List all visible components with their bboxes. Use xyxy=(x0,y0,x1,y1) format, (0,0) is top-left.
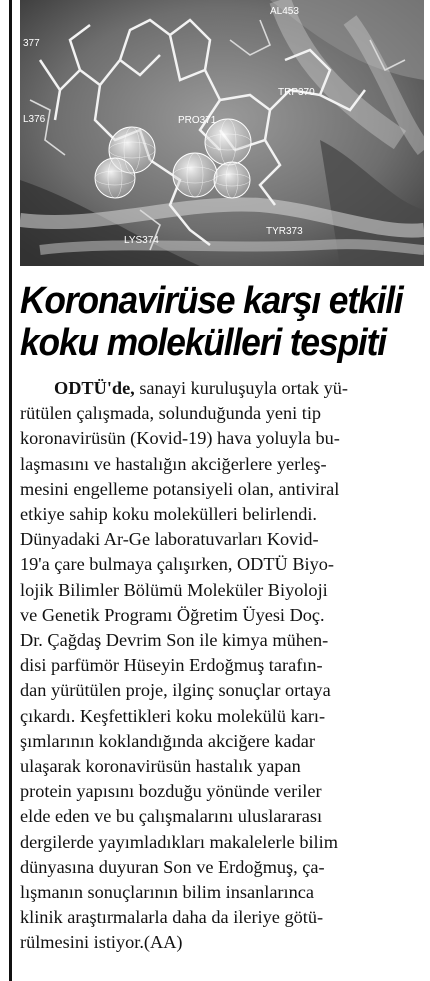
article-line: dergilerde yayımladıkları makalelerle bilim xyxy=(20,831,338,852)
article-line: dünyasına duyuran Son ve Erdoğmuş, ça- xyxy=(20,856,325,877)
article-body xyxy=(20,376,424,956)
article-line: ulaşarak koronavirüsün hastalık yapan xyxy=(20,756,301,777)
residue-label: LYS374 xyxy=(124,235,159,246)
article-line: Dünyadaki Ar-Ge laboratuvarları Kovid- xyxy=(20,529,319,550)
article-line: disi parfümör Hüseyin Erdoğmuş tarafın- xyxy=(20,655,323,676)
residue-label: TYR373 xyxy=(266,226,303,237)
article-line: mesini engelleme potansiyeli olan, antiviral xyxy=(20,478,340,499)
article-line: rülmesini istiyor.(AA) xyxy=(20,932,183,953)
article-line: koronavirüsün (Kovid-19) hava yoluyla bu- xyxy=(20,428,340,449)
article-line: Dr. Çağdaş Devrim Son ile kimya mühen- xyxy=(20,630,329,651)
article-line: ve Genetik Programı Öğretim Üyesi Doç. xyxy=(20,604,325,625)
article-lead: ODTÜ'de, xyxy=(54,378,135,398)
article-line: şımlarının koklandığında akciğere kadar xyxy=(20,730,315,751)
article-line: rütülen çalışmada, solunduğunda yeni tip xyxy=(20,403,322,424)
article-line: ODTÜ'de, sanayi kuruluşuyla ortak yü- xyxy=(54,378,348,398)
headline-line: koku molekülleri tespiti xyxy=(20,322,386,364)
article-line: protein yapısını bozduğu yönünde veriler xyxy=(20,781,322,802)
article-line: lışmanın sonuçlarının bilim insanlarınca xyxy=(20,882,314,903)
article-line: etkiye sahip koku molekülleri belirlendi. xyxy=(20,504,317,525)
column-rule xyxy=(9,0,12,981)
article-line: lojik Bilimler Bölümü Moleküler Biyoloji xyxy=(20,579,328,600)
residue-label: AL453 xyxy=(270,6,299,17)
article-line: laşmasını ve hastalığın akciğerlere yerleş- xyxy=(20,453,327,474)
molecule-photo xyxy=(20,0,424,266)
headline-line: Koronavirüse karşı etkili xyxy=(20,280,403,322)
residue-label: L376 xyxy=(23,114,46,125)
headline xyxy=(20,280,403,364)
residue-label: 377 xyxy=(23,38,40,49)
article-line: dan yürütülen proje, ilginç sonuçlar ortaya xyxy=(20,680,331,701)
residue-label: PRO371 xyxy=(178,115,217,126)
article-line: çıkardı. Keşfettikleri koku molekülü karı- xyxy=(20,705,326,726)
article-line: 19'a çare bulmaya çalışırken, ODTÜ Biyo- xyxy=(20,554,334,575)
residue-label: TRP370 xyxy=(278,87,315,98)
article-line: klinik araştırmalarla daha da ileriye götü- xyxy=(20,907,324,928)
article-line: elde eden ve bu çalışmalarını uluslararası xyxy=(20,806,323,827)
protein-structure-illustration xyxy=(20,0,424,266)
